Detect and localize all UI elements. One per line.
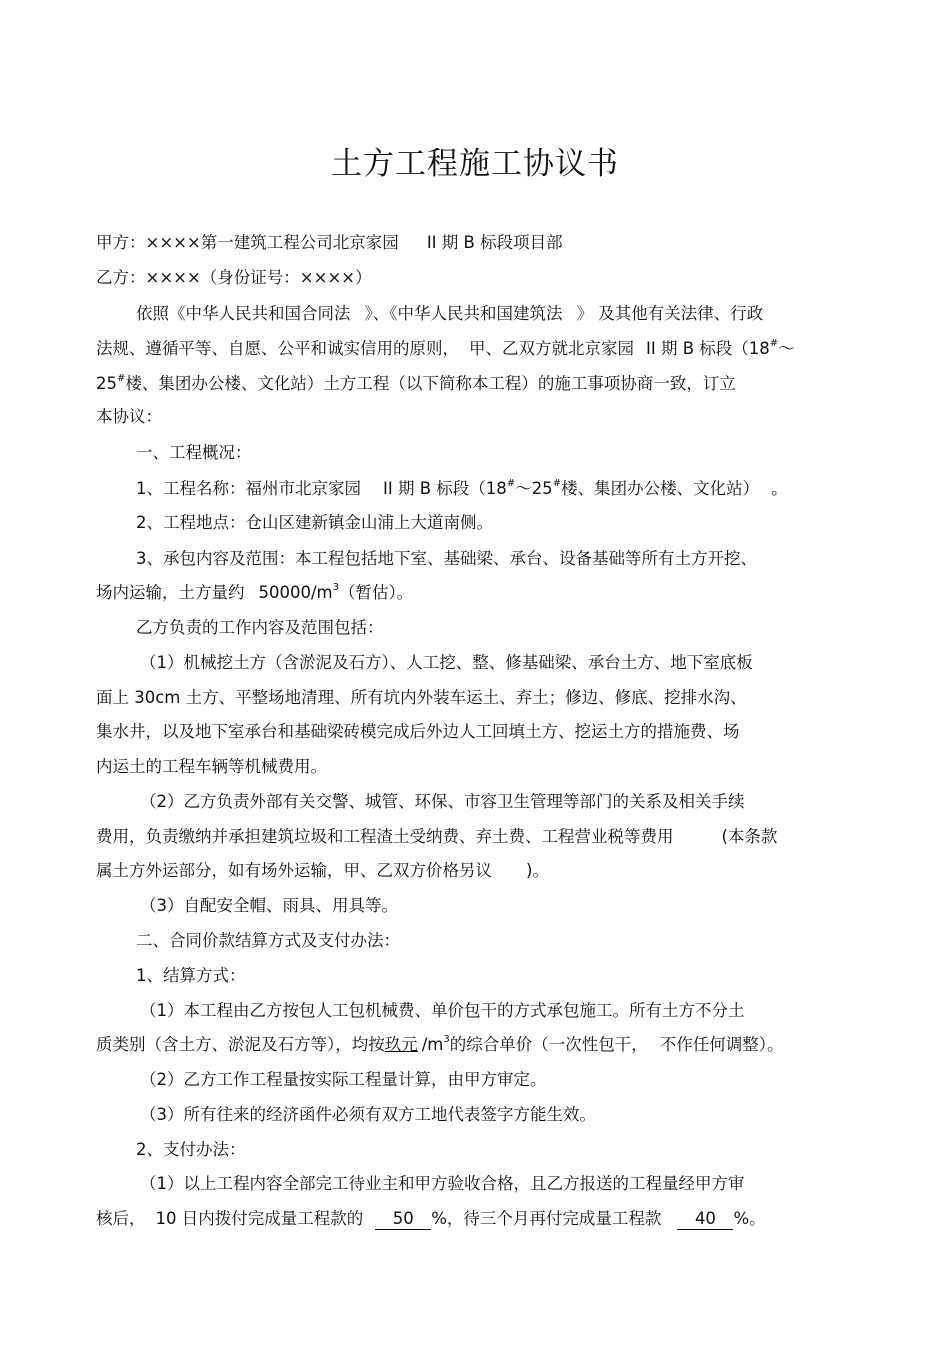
project-location-line: 2、工程地点：仓山区建新镇金山浦上大道南侧。 (136, 513, 493, 532)
preamble-text: ～ (778, 339, 795, 358)
item-text: %。 (733, 1209, 766, 1228)
superscript: # (506, 477, 516, 489)
item-text: II 期 B 标段（18 (383, 479, 507, 498)
superscript: 3 (443, 1033, 450, 1045)
section-2-heading: 二、合同价款结算方式及支付办法： (136, 931, 400, 950)
item-text: 属土方外运部分，如有场外运输，甲、乙双方价格另议 (96, 861, 492, 880)
preamble-text: 法规、遵循平等、自愿、公平和诚实信用的原则， (96, 339, 459, 358)
item-text: 核后， (96, 1209, 146, 1228)
contract-scope-line-1: 3、承包内容及范围：本工程包括地下室、基础梁、承台、设备基础等所有土方开挖、 (136, 549, 757, 568)
payment-heading: 2、支付办法： (136, 1140, 246, 1159)
preamble-line-4: 本协议： (96, 407, 162, 426)
payment-1-line-2 (96, 1208, 766, 1230)
document-title: 土方工程施工协议书 (331, 146, 619, 182)
scope-1-line-3: 集水井，以及地下室承台和基础梁砖模完成后外边人工回填土方、挖运土方的措施费、场 (96, 722, 740, 741)
item-text: )。 (526, 861, 549, 880)
superscript: # (117, 372, 126, 384)
preamble-text: 》、《中华人民共和国建筑法 (364, 304, 563, 323)
scope-2-line-2 (96, 826, 777, 848)
contract-scope-line-2 (96, 582, 413, 604)
settlement-heading: 1、结算方式： (136, 966, 246, 985)
preamble-text: 依照《中华人民共和国合同法 (136, 304, 351, 323)
preamble-text: 楼、集团办公楼、文化站）土方工程（以下简称本工程）的施工事项协商一致，订立 (125, 374, 736, 393)
item-text: 质类别（含土方、淤泥及石方等），均按 (96, 1035, 385, 1054)
settlement-3-line: （3）所有往来的经济函件必须有双方工地代表签字方能生效。 (140, 1105, 596, 1124)
item-text: 场内运输，土方量约 (96, 583, 245, 602)
scope-3-line: （3）自配安全帽、雨具、用具等。 (140, 896, 398, 915)
item-text: ～25 (515, 479, 553, 498)
item-text: /m (421, 1035, 444, 1054)
preamble-text: 》 及其他有关法律、行政 (576, 304, 764, 323)
preamble-line-2 (96, 338, 795, 360)
party-b-line: 乙方：××××（身份证号：××××） (96, 268, 372, 287)
party-a-prefix: 甲方：××××第一建筑工程公司北京家园 (96, 233, 399, 252)
superscript: # (769, 337, 779, 349)
settlement-2-line: （2）乙方工作工程量按实际工程量计算，由甲方审定。 (140, 1070, 547, 1089)
scope-1-line-2: 面上 30cm 土方、平整场地清理、所有坑内外装车运土、弃土；修边、修底、挖排水沟、 (96, 688, 747, 707)
preamble-text: II 期 B 标段（18 (646, 339, 770, 358)
party-a-suffix: II 期 B 标段项目部 (426, 233, 563, 252)
preamble-line-3 (96, 373, 736, 395)
item-text: 费用，负责缴纳并承担建筑垃圾和工程渣土受纳费、弃土费、工程营业税等费用 (96, 827, 674, 846)
preamble-line-1 (136, 303, 763, 325)
unit-price-value: 玖元 (384, 1035, 418, 1054)
project-name-line (136, 478, 788, 500)
payment-percent-2: 40 (677, 1209, 733, 1230)
scope-2-line-1: （2）乙方负责外部有关交警、城管、环保、市容卫生管理等部门的关系及相关手续 (140, 792, 745, 811)
preamble-text: 25 (96, 374, 117, 393)
scope-heading: 乙方负责的工作内容及范围包括： (136, 618, 384, 637)
scope-1-line-1: （1）机械挖土方（含淤泥及石方）、人工挖、整、修基础梁、承台土方、地下室底板 (140, 653, 753, 672)
preamble-text: 甲、乙双方就北京家园 (469, 339, 634, 358)
payment-percent-1: 50 (375, 1209, 431, 1230)
scope-1-line-4: 内运土的工程车辆等机械费用。 (96, 757, 327, 776)
settlement-1-line-2 (96, 1034, 784, 1056)
superscript: # (552, 477, 562, 489)
superscript: 3 (332, 581, 339, 593)
item-text: 10 日内拨付完成量工程款的 (155, 1209, 364, 1228)
item-text: (本条款 (721, 827, 778, 846)
payment-1-line-1: （1）以上工程内容全部完工待业主和甲方验收合格，且乙方报送的工程量经甲方审 (140, 1174, 745, 1193)
settlement-1-line-1: （1）本工程由乙方按包人工包机械费、单价包干的方式承包施工。所有土方不分土 (140, 1001, 745, 1020)
item-text: 的综合单价（一次性包干， (449, 1035, 648, 1054)
party-a-line (96, 232, 563, 254)
item-text: 50000/m (258, 583, 333, 602)
item-text: %，待三个月再付完成量工程款 (431, 1209, 662, 1228)
item-text: 不作任何调整）。 (659, 1035, 784, 1054)
scope-2-line-3 (96, 860, 549, 882)
item-text: 1、工程名称：福州市北京家园 (136, 479, 361, 498)
section-1-heading: 一、工程概况： (136, 443, 252, 462)
item-text: 。 (771, 479, 788, 498)
item-text: （暂估）。 (339, 583, 414, 602)
item-text: 楼、集团办公楼、文化站） (561, 479, 760, 498)
